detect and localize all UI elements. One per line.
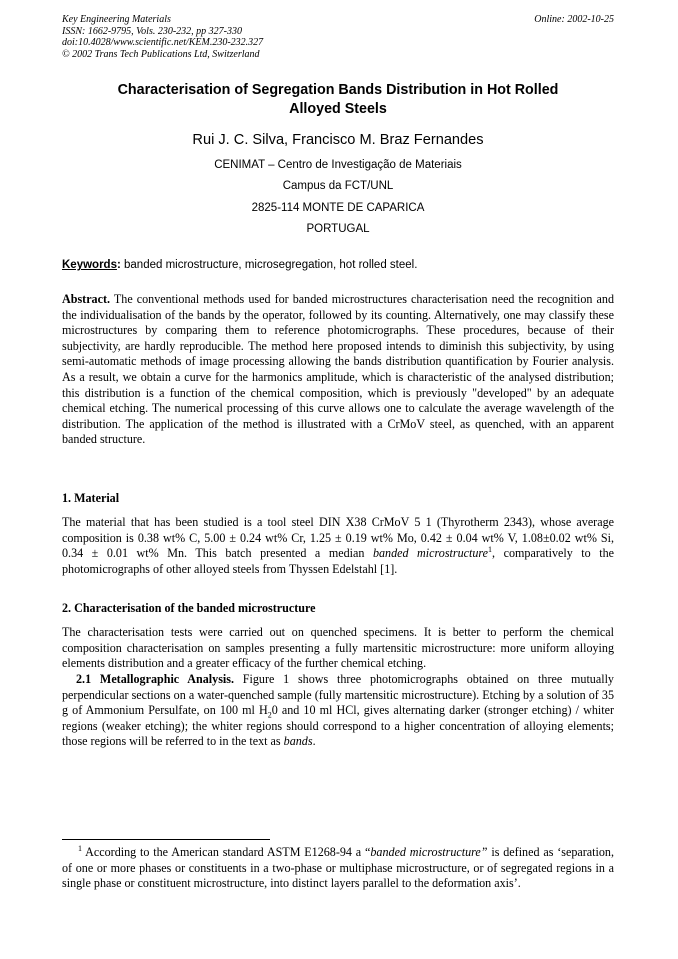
subsection-2-1-text-b: 0 and 10 ml HCl, gives alternating darker (stronger etching) / whiter regions (weaker etching); the whiter regions should correspond to a higher concentration of alloying elements; those regions will be referred to in the text as [62,703,614,749]
footnote-mark: 1 [78,843,82,853]
title-line-1: Characterisation of Segregation Bands Distribution in Hot Rolled [117,82,559,98]
subsection-2-1-paragraph [62,672,614,750]
online-date: Online: 2002-10-25 [534,14,614,25]
keywords-text: banded microstructure, microsegregation, hot rolled steel. [120,259,418,271]
title-line-2: Alloyed Steels [289,101,387,117]
running-header [62,14,614,60]
subsection-2-1-text-a: Figure 1 shows three photomicrographs obtained on three mutually perpendicular sections on a water-quenched sample (fully martensitic microstructure). Etching by a solution of 35 g of Ammonium Persulfate, on 100 ml H [62,672,614,718]
affiliation-line-2: Campus da FCT/UNL [282,180,394,193]
affiliation-line-3: 2825-114 MONTE DE CAPARICA [251,201,425,214]
journal-name: Key Engineering Materials [62,14,171,25]
footnote-text-b: is defined as ‘separation, of one or more phases or constituents in a two-phase or multiphase microstructure, or of segregated regions in a single phase or constituent microstructure, into distinct layers parallel to the deformation axis’. [62,845,615,891]
affiliation-line-1: CENIMAT – Centro de Investigação de Materiais [214,159,462,171]
affiliation [62,155,614,240]
section-2-heading: 2. Characterisation of the banded microstructure [62,601,316,615]
footnote-separator [62,839,270,840]
footnote [62,845,614,892]
section-1-paragraph [62,515,614,577]
keywords-colon: : [116,259,121,271]
subsection-2-1-end: . [312,734,316,749]
abstract-label: Abstract. [62,292,111,306]
abstract-paragraph [62,292,614,448]
subsection-2-1-heading: 2.1 Metallographic Analysis. [76,672,234,686]
footnote-reference: 1 [488,545,493,555]
section-1-italic-term: banded microstructure [372,546,489,561]
section-1-text-b: , comparatively to the photomicrographs of other alloyed steels from Thyssen Edelstahl [1]. [62,546,614,576]
keywords [62,258,614,273]
footnote-italic-term: banded microstructure” [370,845,488,859]
doi-line: doi:10.4028/www.scientific.net/KEM.230-232.327 [62,37,264,48]
issn-line: ISSN: 1662-9795, Vols. 230-232, pp 327-330 [62,25,242,37]
keywords-label: Keywords [62,259,117,271]
paper-title [62,81,614,119]
affiliation-line-4: PORTUGAL [306,222,370,235]
abstract-text: The conventional methods used for banded microstructures characterisation need the recognition and the individualisation of the bands by the operator, followed by its counting. Alternatively, one may classify these microstructures by comparing them to reference photomicrographs. These procedures, because of their subjectivity, are hardly reproducible. The method here proposed intends to diminish this subjectivity, by using semi-automatic methods of image processing allowing the bands distribution quantification by Fourier analysis. As a result, we obtain a curve for the harmonics amplitude, which is characteristic of the analysed distribution; this distribution is a function of the chemical composition, which is previously "developed" by an adequate chemical etching. The numerical processing of this curve allows one to calculate the average wavelength of the distribution. The application of the method is illustrated with a CrMoV steel, as quenched, with an apparent banded structure. [62,292,614,447]
copyright-line: © 2002 Trans Tech Publications Ltd, Switzerland [62,48,260,60]
subscript-2: 2 [267,710,272,720]
subsection-2-1-italic-term: bands [283,734,313,749]
authors: Rui J. C. Silva, Francisco M. Braz Fernandes [192,132,484,148]
section-1-text-a: The material that has been studied is a tool steel DIN X38 CrMoV 5 1 (Thyrotherm 2343), whose average composition is 0.38 wt% C, 5.00 ± 0.24 wt% Cr, 1.25 ± 0.19 wt% Mo, 0.42 ± 0.04 wt% V, 1.08±0.02 wt% Si, 0.34 ± 0.01 wt% Mn. This batch presented a median [62,515,614,561]
section-2-paragraph: The characterisation tests were carried out on quenched specimens. It is better to perform the chemical composition characterisation on samples presenting a fully martensitic microstructure: more uniform alloying elements distribution and a greater efficacy of the further chemical etching. [62,625,614,671]
footnote-text-a: According to the American standard ASTM E1268-94 a “ [82,845,371,859]
section-1-heading: 1. Material [62,491,120,505]
